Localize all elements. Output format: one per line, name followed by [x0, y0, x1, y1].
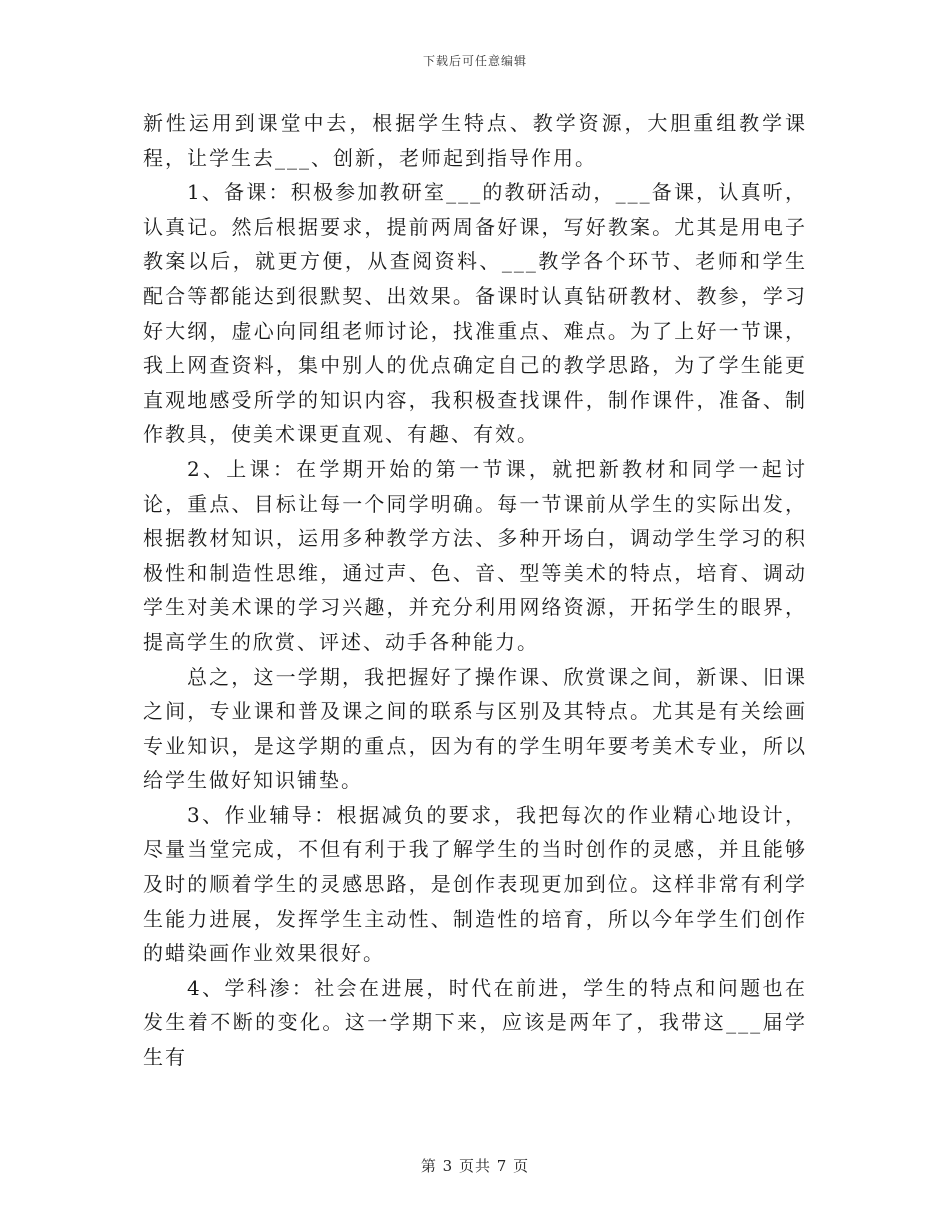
- paragraph-summary: 总之，这一学期，我把握好了操作课、欣赏课之间，新课、旧课之间，专业课和普及课之间的联系与区别及其特点。尤其是有关绘画专业知识，是这学期的重点，因为有的学生明年要考美术专业，所以给学生做好知识铺垫。: [143, 664, 807, 793]
- paragraph-lesson-prep: 1、备课：积极参加教研室___的教研活动，___备课，认真听，认真记。然后根据要求，提前两周备好课，写好教案。尤其是用电子教案以后，就更方便，从查阅资料、___教学各个环节、老师和学生配合等都能达到很默契、出效果。备课时认真钻研教材、教参，学习好大纲，虚心向同组老师讨论，找准重点、难点。为了上好一节课，我上网查资料，集中别人的优点确定自己的教学思路，为了学生能更直观地感受所学的知识内容，我积极查找课件，制作课件，准备、制作教具，使美术课更直观、有趣、有效。: [143, 180, 807, 447]
- document-body: [143, 106, 807, 1075]
- paragraph-interdisciplinary: 4、学科渗：社会在进展，时代在前进，学生的特点和问题也在发生着不断的变化。这一学期下来，应该是两年了，我带这___届学生有: [143, 975, 807, 1070]
- page-header: 下载后可任意编辑: [422, 54, 527, 68]
- paragraph-teaching: 2、上课：在学期开始的第一节课，就把新教材和同学一起讨论，重点、目标让每一个同学明确。每一节课前从学生的实际出发，根据教材知识，运用多种教学方法、多种开场白，调动学生学习的积极性和制造性思维，通过声、色、音、型等美术的特点，培育、调动学生对美术课的学习兴趣，并充分利用网络资源，开拓学生的眼界，提高学生的欣赏、评述、动手各种能力。: [143, 456, 807, 654]
- page-number-footer: 第 3 页共 7 页: [420, 1157, 530, 1175]
- paragraph-continuation: 新性运用到课堂中去，根据学生特点、教学资源，大胆重组教学课程，让学生去___、创新，老师起到指导作用。: [143, 111, 807, 170]
- paragraph-homework: 3、作业辅导：根据减负的要求，我把每次的作业精心地设计，尽量当堂完成，不但有利于我了解学生的当时创作的灵感，并且能够及时的顺着学生的灵感思路，是创作表现更加到位。这样非常有利学生能力进展，发挥学生主动性、制造性的培育，所以今年学生们创作的蜡染画作业效果很好。: [143, 802, 807, 966]
